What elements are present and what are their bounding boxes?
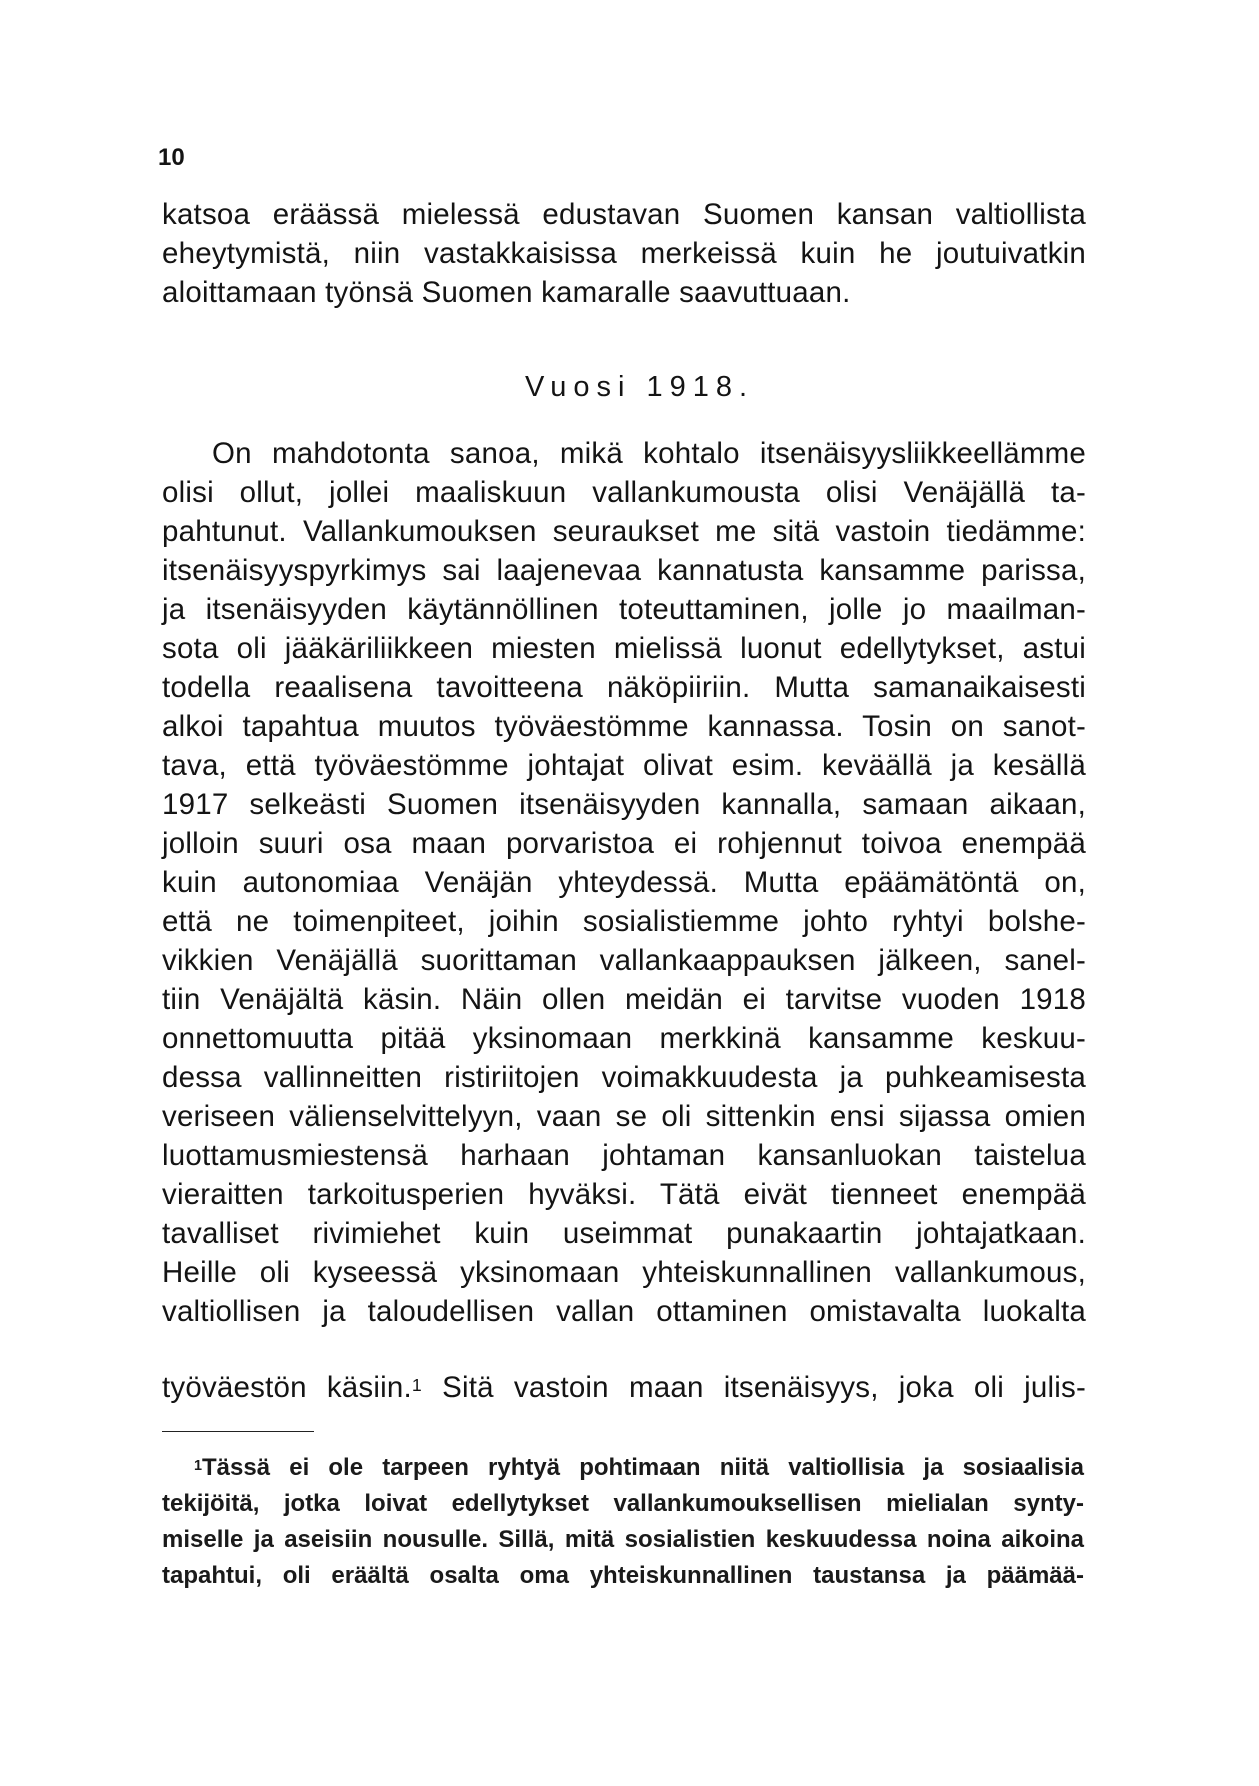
- page-number: 10: [158, 144, 185, 171]
- text-line: olisi ollut, jollei maaliskuun vallankumousta olisi Venäjällä ta-: [162, 476, 1086, 509]
- text-line: kuin autonomiaa Venäjän yhteydessä. Mutta epäämätöntä on,: [162, 866, 1086, 899]
- text-line: pahtunut. Vallankumouksen seuraukset me sitä vastoin tiedämme:: [162, 515, 1086, 548]
- footnote-divider: [162, 1431, 314, 1432]
- footnote-line: [194, 1452, 1084, 1484]
- text-line: aloittamaan työnsä Suomen kamaralle saavuttuaan.: [162, 276, 851, 309]
- footnote-reference: 1: [411, 1374, 422, 1395]
- text-line: todella reaalisena tavoitteena näköpiiriin. Mutta samanaikaisesti: [162, 671, 1086, 704]
- section-heading: Vuosi 1918.: [524, 371, 755, 403]
- text-line: On mahdotonta sanoa, mikä kohtalo itsenäisyysliikkeellämme: [212, 437, 1086, 470]
- text-line: eheytymistä, niin vastakkaisissa merkeissä kuin he joutuivatkin: [162, 237, 1086, 270]
- text-line: veriseen välienselvittelyyn, vaan se oli sittenkin ensi sijassa omien: [162, 1100, 1086, 1133]
- text-line: Heille oli kyseessä yksinomaan yhteiskunnallinen vallankumous,: [162, 1256, 1086, 1289]
- footnote-text: Tässä ei ole tarpeen ryhtyä pohtimaan niitä valtiollisia ja sosiaalisia: [202, 1454, 1084, 1481]
- text-line: itsenäisyyspyrkimys sai laajenevaa kannatusta kansamme parissa,: [162, 554, 1086, 587]
- text-line: onnettomuutta pitää yksinomaan merkkinä kansamme keskuu-: [162, 1022, 1086, 1055]
- text-line: vikkien Venäjällä suorittaman vallankaappauksen jälkeen, sanel-: [162, 944, 1086, 977]
- footnote-line: tekijöitä, jotka loivat edellytykset vallankumouksellisen mielialan synty-: [162, 1490, 1084, 1517]
- footnote-marker: 1: [194, 1457, 203, 1474]
- text-line: tiin Venäjältä käsin. Näin ollen meidän ei tarvitse vuoden 1918: [162, 983, 1086, 1016]
- text-line: sota oli jääkäriliikkeen miesten mielissä luonut edellytykset, astui: [162, 632, 1086, 665]
- text-line: alkoi tapahtua muutos työväestömme kannassa. Tosin on sanot-: [162, 710, 1086, 743]
- footnote-line: tapahtui, oli eräältä osalta oma yhteiskunnallinen taustansa ja päämää-: [162, 1562, 1084, 1589]
- text-line: katsoa eräässä mielessä edustavan Suomen kansan valtiollista: [162, 198, 1086, 231]
- text-fragment: työväestön käsiin.: [162, 1371, 412, 1404]
- text-line: tavalliset rivimiehet kuin useimmat punakaartin johtajatkaan.: [162, 1217, 1086, 1250]
- text-line: tava, että työväestömme johtajat olivat esim. keväällä ja kesällä: [162, 749, 1086, 782]
- text-line: ja itsenäisyyden käytännöllinen toteuttaminen, jolle jo maailman-: [162, 593, 1086, 626]
- text-line: valtiollisen ja taloudellisen vallan ottaminen omistavalta luokalta: [162, 1295, 1086, 1328]
- text-line: [162, 1370, 1086, 1406]
- text-line: luottamusmiestensä harhaan johtaman kansanluokan taistelua: [162, 1139, 1086, 1172]
- text-fragment: Sitä vastoin maan itsenäisyys, joka oli julis-: [442, 1371, 1086, 1404]
- text-line: 1917 selkeästi Suomen itsenäisyyden kannalla, samaan aikaan,: [162, 788, 1086, 821]
- text-line: että ne toimenpiteet, joihin sosialistiemme johto ryhtyi bolshe-: [162, 905, 1086, 938]
- footnote-line: miselle ja aseisiin nousulle. Sillä, mitä sosialistien keskuudessa noina aikoina: [162, 1526, 1084, 1553]
- text-line: jolloin suuri osa maan porvaristoa ei rohjennut toivoa enempää: [162, 827, 1086, 860]
- text-line: vieraitten tarkoitusperien hyväksi. Tätä eivät tienneet enempää: [162, 1178, 1086, 1211]
- text-line: dessa vallinneitten ristiriitojen voimakkuudesta ja puhkeamisesta: [162, 1061, 1086, 1094]
